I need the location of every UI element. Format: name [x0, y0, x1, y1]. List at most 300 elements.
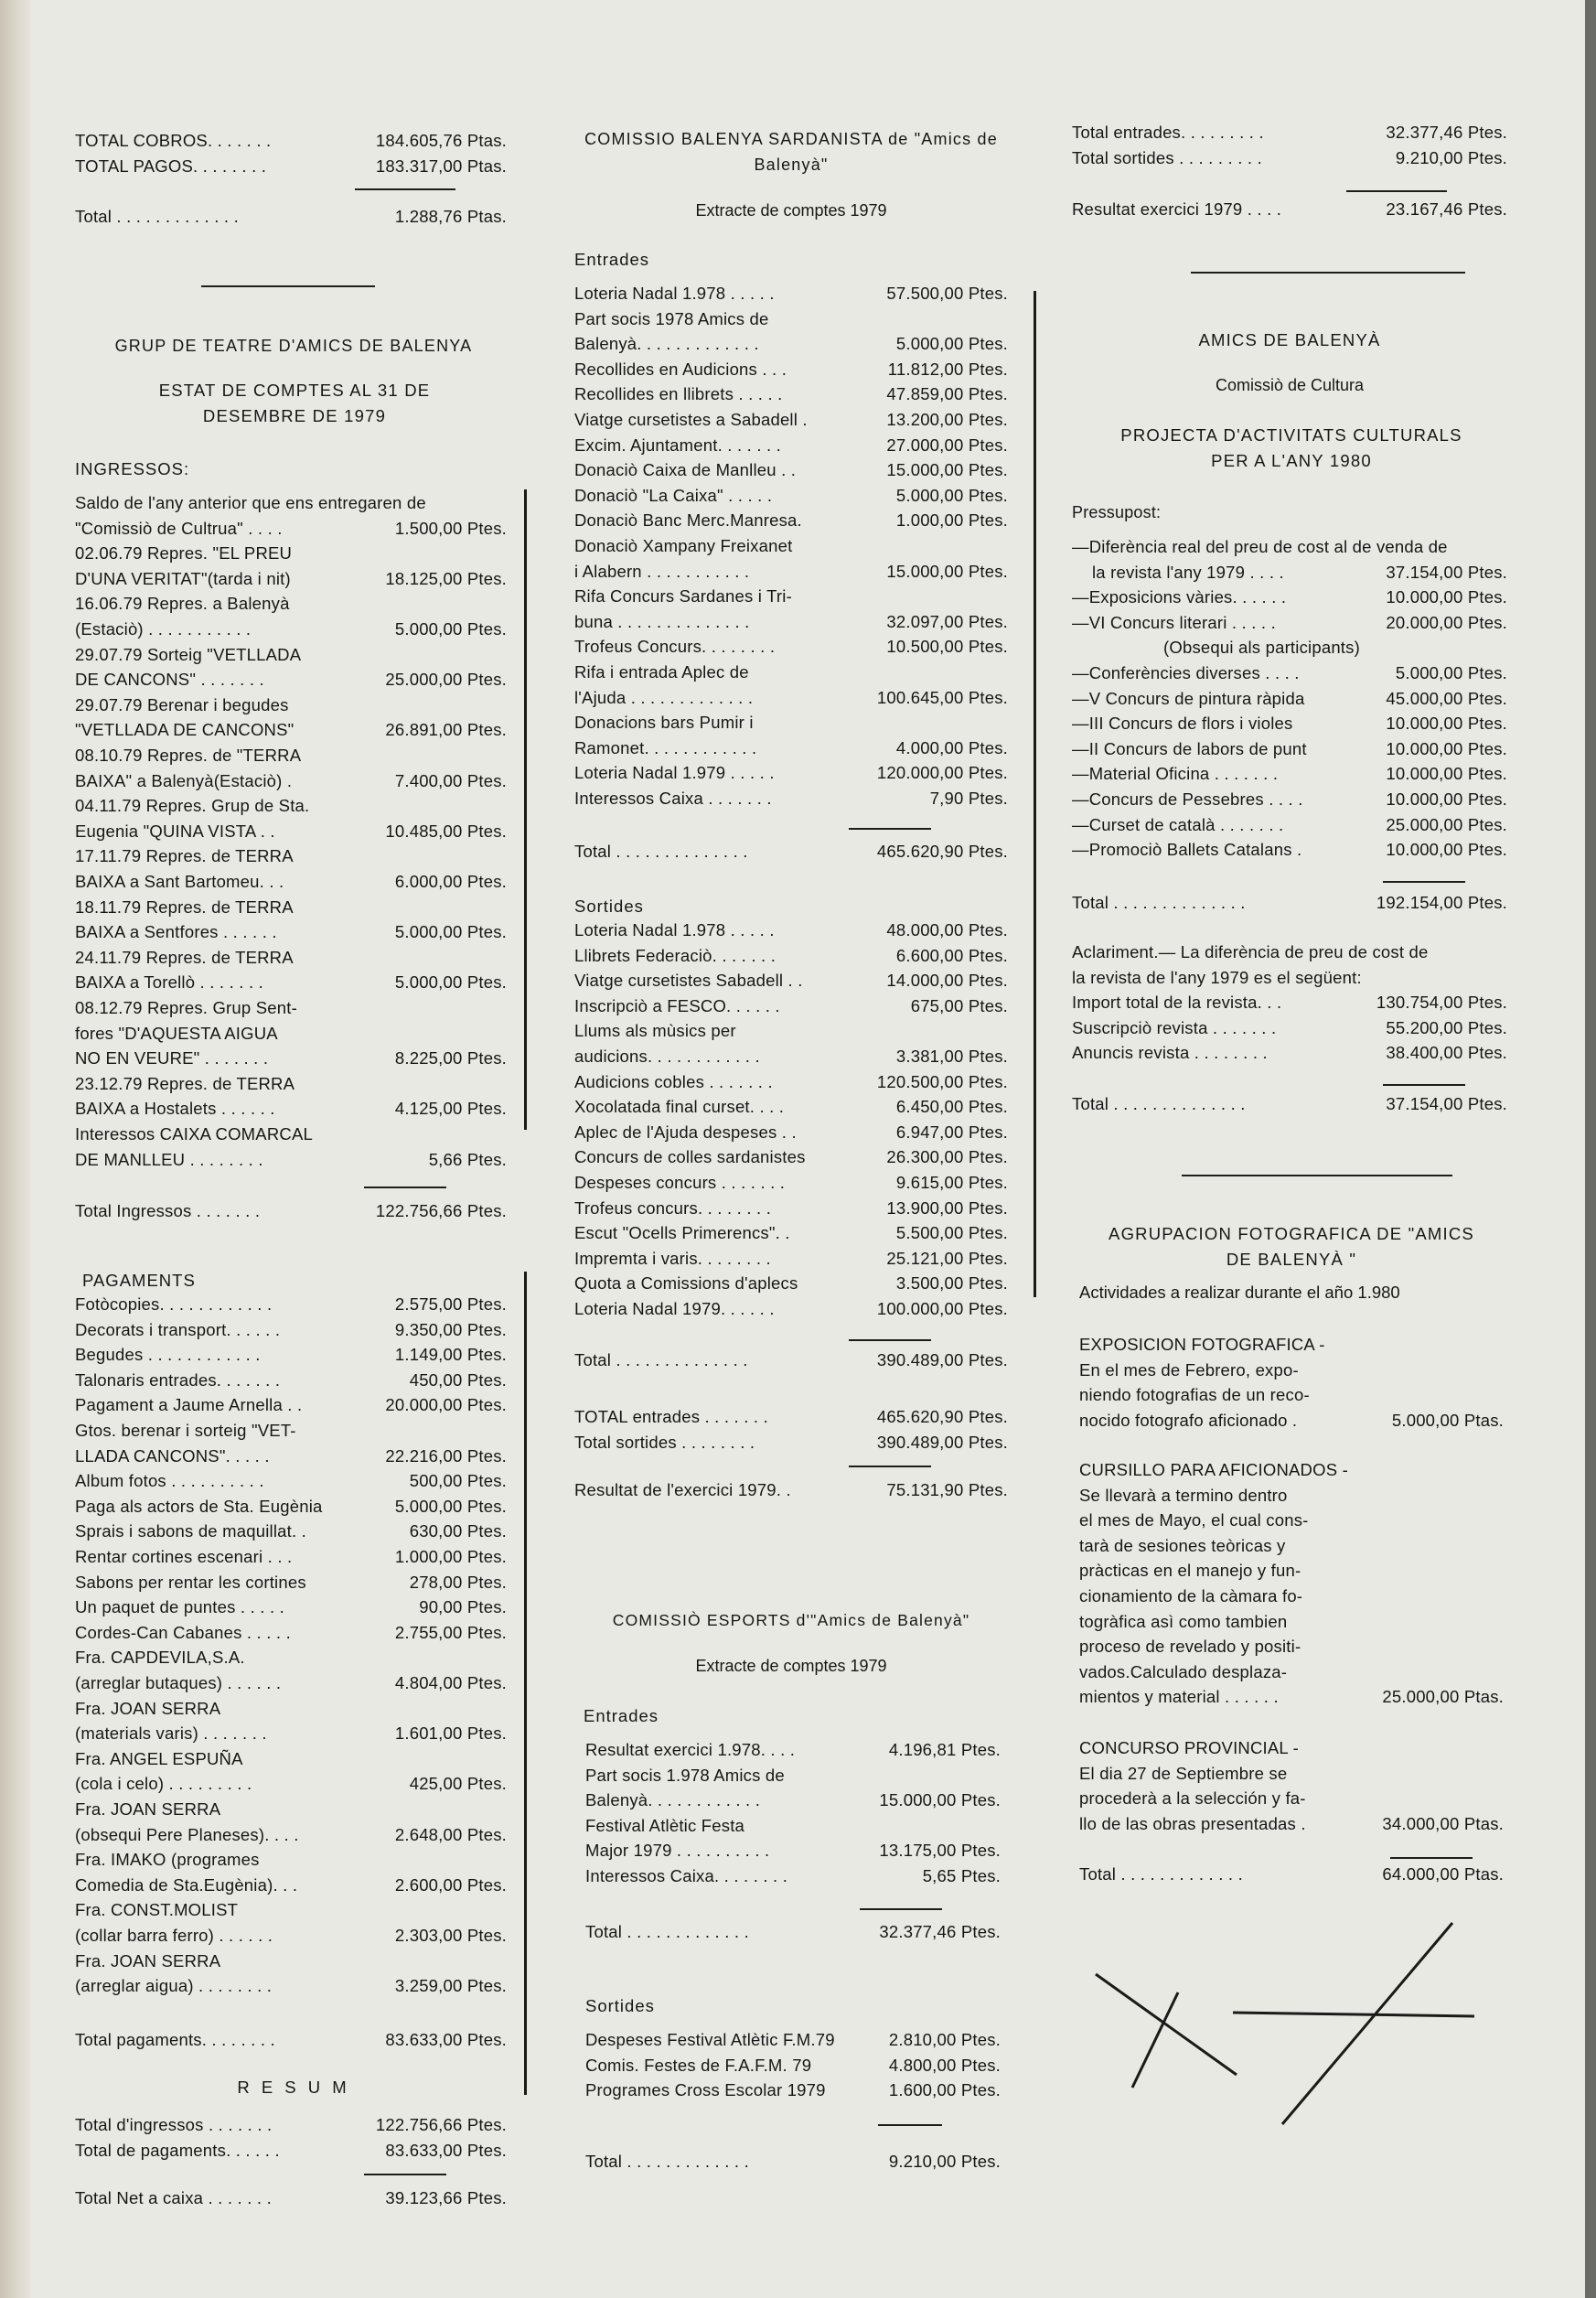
- row-amount: 5.000,00 Ptes.: [1395, 663, 1507, 682]
- row-amount: 9.210,00 Ptes.: [888, 2152, 1001, 2171]
- row-amount: 4.196,81 Ptes.: [888, 1740, 1001, 1759]
- row-amount: 15.000,00 Ptes.: [886, 561, 1008, 581]
- row-label: D'UNA VERITAT"(tarda i nit): [75, 568, 291, 588]
- column-divider-1b: [524, 1272, 527, 2095]
- row-label: vados.Calculado desplaza-: [1079, 1661, 1288, 1681]
- row-label: —II Concurs de labors de punt: [1072, 738, 1307, 758]
- pagaments-row: [75, 1293, 512, 1316]
- cursillo-row: [1079, 1660, 1504, 1684]
- row-label: 08.10.79 Repres. de "TERRA: [75, 746, 302, 765]
- esports-total-entrades-row: [585, 1920, 1001, 1944]
- ingressos-row: [75, 617, 512, 641]
- row-label: Fra. JOAN SERRA: [75, 1698, 221, 1718]
- row-label: "VETLLADA DE CANCONS": [75, 720, 295, 740]
- row-label: (Estaciò) . . . . . . . . . . .: [75, 619, 252, 639]
- ingressos-rule: [364, 1187, 446, 1188]
- row-amount: 4.000,00 Ptes.: [895, 737, 1008, 757]
- row-amount: 22.216,00 Ptes.: [385, 1445, 507, 1466]
- row-amount: 18.125,00 Ptes.: [385, 568, 507, 588]
- teatre-title: GRUP DE TEATRE D'AMICS DE BALENYA: [114, 337, 473, 355]
- row-label: Fra. ANGEL ESPUÑA: [75, 1748, 243, 1768]
- row-amount: 5.000,00 Ptes.: [394, 1496, 507, 1516]
- column-divider-1: [524, 489, 527, 1130]
- row-amount: 13.175,00 Ptes.: [879, 1841, 1001, 1861]
- row-label: (Obsequi als participants): [1163, 638, 1360, 658]
- row-label: BAIXA" a Balenyà(Estaciò) .: [75, 770, 293, 790]
- row-label: —Exposicions vàries. . . . . .: [1072, 587, 1287, 607]
- esports-sortides-row: [585, 2078, 1001, 2102]
- esports-entrades-row: [585, 1839, 1001, 1863]
- row-amount: 500,00 Ptes.: [409, 1471, 507, 1491]
- row-amount: 27.000,00 Ptes.: [886, 435, 1008, 455]
- ingressos-row: [75, 1097, 512, 1121]
- row-label: proceso de revelado y positi-: [1079, 1637, 1301, 1657]
- pagaments-row: [75, 1874, 512, 1897]
- row-amount: 192.154,00 Ptes.: [1376, 893, 1507, 912]
- pagaments-row: [75, 1949, 512, 1973]
- row-amount: 10.000,00 Ptes.: [1386, 840, 1507, 860]
- row-amount: 5.000,00 Ptes.: [895, 485, 1008, 505]
- row-label: Inscripciò a FESCO. . . . . .: [574, 995, 780, 1015]
- row-label: Recollides en Audicions . . .: [574, 359, 787, 379]
- row-label: TOTAL entrades . . . . . . .: [574, 1407, 768, 1426]
- row-label: Total entrades. . . . . . . . .: [1072, 123, 1264, 142]
- row-label: Llibrets Federaciò. . . . . . .: [574, 945, 777, 965]
- row-amount: 25.000,00 Ptes.: [385, 670, 507, 690]
- row-label: Total . . . . . . . . . . . . .: [585, 2152, 749, 2171]
- row-label: (cola i celo) . . . . . . . . .: [75, 1774, 252, 1794]
- row-label: Total . . . . . . . . . . . . . .: [1072, 1094, 1246, 1113]
- row-amount: 278,00 Ptes.: [409, 1572, 507, 1592]
- ingressos-row: [75, 769, 512, 793]
- row-amount: 32.097,00 Ptes.: [886, 611, 1008, 631]
- row-label: —VI Concurs literari . . . . .: [1072, 612, 1276, 632]
- row-label: Total de pagaments. . . . . .: [75, 2141, 280, 2160]
- row-label: —Curset de català . . . . . . .: [1072, 814, 1284, 834]
- esports-sortides-heading: Sortides: [585, 1996, 655, 2015]
- page-right-edge: [1585, 0, 1596, 2298]
- row-amount: 5.000,00 Ptes.: [394, 972, 507, 993]
- row-amount: 1.601,00 Ptes.: [394, 1724, 507, 1744]
- row-label: —Conferències diverses . . . .: [1072, 663, 1300, 682]
- row-label: la revista l'any 1979 . . . .: [1092, 562, 1284, 582]
- cursillo-row: [1079, 1509, 1504, 1532]
- pagaments-row: [75, 1595, 512, 1619]
- row-amount: 122.756,66 Ptes.: [375, 2115, 507, 2134]
- row-label: Comedia de Sta.Eugènia). . .: [75, 1874, 298, 1895]
- row-amount: 34.000,00 Ptas.: [1382, 1813, 1504, 1833]
- row-amount: 100.645,00 Ptes.: [876, 687, 1008, 707]
- row-amount: 10.000,00 Ptes.: [1386, 764, 1507, 784]
- row-amount: 90,00 Ptes.: [419, 1597, 507, 1617]
- row-amount: 9.210,00 Ptes.: [1395, 148, 1507, 167]
- resum-row: [75, 2139, 512, 2163]
- row-label: BAIXA a Torellò . . . . . . .: [75, 972, 263, 993]
- row-amount: 3.381,00 Ptes.: [895, 1047, 1008, 1066]
- row-amount: 45.000,00 Ptes.: [1386, 688, 1507, 708]
- row-label: Viatge cursetistes Sabadell . .: [574, 971, 803, 991]
- esports-sortides-rule: [878, 2124, 942, 2126]
- row-label: Fra. IMAKO (programes: [75, 1850, 260, 1870]
- row-amount: 10.485,00 Ptes.: [385, 821, 507, 841]
- row-label: cionamiento de la càmara fo-: [1079, 1586, 1303, 1605]
- pagaments-row: [75, 1898, 512, 1922]
- row-amount: 13.200,00 Ptes.: [886, 410, 1008, 429]
- row-label: El dia 27 de Septiembre se: [1079, 1763, 1288, 1783]
- row-label: DE MANLLEU . . . . . . . .: [75, 1149, 263, 1169]
- pagaments-row: [75, 1772, 512, 1796]
- row-amount: 9.615,00 Ptes.: [895, 1173, 1008, 1192]
- row-label: Se llevarà a termino dentro: [1079, 1485, 1288, 1505]
- row-label: i Alabern . . . . . . . . . . .: [574, 561, 750, 581]
- row-amount: 465.620,90 Ptes.: [876, 842, 1008, 861]
- row-label: TOTAL PAGOS. . . . . . . .: [75, 156, 267, 176]
- row-label: la revista de l'any 1979 es el següent:: [1072, 967, 1362, 987]
- row-label: Total . . . . . . . . . . . . .: [1079, 1864, 1243, 1884]
- pagaments-row: [75, 1646, 512, 1670]
- row-amount: 5.000,00 Ptes.: [895, 334, 1008, 354]
- pagaments-row: [75, 1571, 512, 1595]
- row-amount: 15.000,00 Ptes.: [879, 1790, 1001, 1810]
- row-label: NO EN VEURE" . . . . . . .: [75, 1048, 269, 1068]
- foto-total-row: [1079, 1863, 1504, 1886]
- row-label: Resultat exercici 1.978. . . .: [585, 1740, 796, 1759]
- total-pagaments-row: [75, 2028, 512, 2052]
- row-label: Gtos. berenar i sorteig "VET-: [75, 1421, 296, 1440]
- exposicion-row: [1079, 1333, 1504, 1357]
- esports-entrades-rule: [860, 1908, 942, 1910]
- row-label: pràcticas en el manejo y fun-: [1079, 1561, 1301, 1581]
- row-amount: 8.225,00 Ptes.: [394, 1048, 507, 1068]
- pagaments-row: [75, 1697, 512, 1721]
- row-amount: 2.648,00 Ptes.: [394, 1824, 507, 1844]
- row-label: llo de las obras presentadas .: [1079, 1813, 1306, 1833]
- sardanista-subtitle: Extracte de comptes 1979: [695, 201, 887, 220]
- row-label: Total . . . . . . . . . . . . . .: [574, 842, 748, 861]
- row-amount: 1.000,00 Ptes.: [394, 1547, 507, 1566]
- row-amount: 10.000,00 Ptes.: [1386, 738, 1507, 758]
- exposicion-row: [1079, 1409, 1504, 1433]
- pagaments-row: [75, 1848, 512, 1872]
- total-net-row: [75, 2186, 512, 2210]
- row-amount: 5.000,00 Ptes.: [394, 619, 507, 639]
- row-label: Pagament a Jaume Arnella . .: [75, 1395, 303, 1415]
- row-label: Escut "Ocells Primerencs". .: [574, 1223, 790, 1243]
- row-label: buna . . . . . . . . . . . . . .: [574, 611, 750, 631]
- row-amount: 47.859,00 Ptes.: [886, 384, 1008, 404]
- row-label: Loteria Nadal 1.978 . . . . .: [574, 920, 775, 940]
- row-amount: 425,00 Ptes.: [409, 1774, 507, 1794]
- row-label: Interessos CAIXA COMARCAL: [75, 1124, 313, 1144]
- row-label: Resultat de l'exercici 1979. .: [574, 1480, 791, 1499]
- row-amount: 5,65 Ptes.: [922, 1866, 1001, 1885]
- ingressos-row: [75, 643, 512, 667]
- ingressos-heading: INGRESSOS:: [75, 459, 190, 478]
- pagaments-row: [75, 1369, 512, 1392]
- row-label: 23.12.79 Repres. de TERRA: [75, 1073, 295, 1093]
- row-amount: 6.450,00 Ptes.: [895, 1097, 1008, 1117]
- row-amount: 64.000,00 Ptas.: [1382, 1864, 1504, 1884]
- summary-row: [75, 155, 512, 178]
- row-amount: 4.804,00 Ptes.: [394, 1673, 507, 1692]
- row-label: Total . . . . . . . . . . . . .: [585, 1922, 749, 1941]
- ingressos-row: [75, 567, 512, 591]
- esports-table: [585, 0, 1001, 2298]
- row-label: Total sortides . . . . . . . . .: [1072, 148, 1262, 167]
- pagaments-row: [75, 1798, 512, 1821]
- cursillo-row: [1079, 1610, 1504, 1634]
- row-label: togràfica asì como tambien: [1079, 1611, 1288, 1631]
- column-divider-2: [1034, 291, 1036, 1297]
- row-label: —Diferència real del preu de cost al de venda de: [1072, 537, 1448, 556]
- row-label: BAIXA a Hostalets . . . . . .: [75, 1099, 275, 1119]
- row-amount: 83.633,00 Ptes.: [385, 2030, 507, 2049]
- ingressos-row: [75, 971, 512, 994]
- row-amount: 6.947,00 Ptes.: [895, 1122, 1008, 1142]
- page-binding-edge: [0, 0, 31, 2298]
- row-amount: 6.000,00 Ptes.: [394, 872, 507, 891]
- row-label: procederà a la selección y fa-: [1079, 1788, 1306, 1809]
- row-label: Total sortides . . . . . . . .: [574, 1433, 755, 1452]
- row-label: Eugenia "QUINA VISTA . .: [75, 821, 275, 841]
- row-label: 29.07.79 Berenar i begudes: [75, 694, 289, 714]
- ingressos-row: [75, 1047, 512, 1070]
- row-label: BAIXA a Sentfores . . . . . .: [75, 922, 277, 942]
- row-label: audicions. . . . . . . . . . . .: [574, 1047, 760, 1066]
- row-label: Despeses concurs . . . . . . .: [574, 1173, 786, 1192]
- row-amount: 465.620,90 Ptes.: [876, 1407, 1008, 1426]
- row-label: Trofeus Concurs. . . . . . . .: [574, 637, 776, 657]
- row-label: LLADA CANCONS". . . . .: [75, 1445, 270, 1466]
- row-label: 24.11.79 Repres. de TERRA: [75, 947, 294, 967]
- section-separator: [201, 285, 375, 287]
- row-label: Interessos Caixa . . . . . . .: [574, 789, 772, 808]
- row-amount: 20.000,00 Ptes.: [1386, 612, 1507, 632]
- concurso-row: [1079, 1787, 1504, 1810]
- cursillo-row: [1079, 1458, 1504, 1482]
- row-amount: 4.125,00 Ptes.: [394, 1099, 507, 1119]
- cursillo-row: [1079, 1635, 1504, 1659]
- exposicion-row: [1079, 1358, 1504, 1382]
- ingressos-row: [75, 668, 512, 692]
- row-amount: 122.756,66 Ptes.: [375, 1201, 507, 1220]
- row-label: Programes Cross Escolar 1979: [585, 2080, 826, 2100]
- ingressos-row: [75, 870, 512, 894]
- pagaments-row: [75, 1974, 512, 1998]
- row-label: Recollides en llibrets . . . . .: [574, 384, 783, 404]
- pagaments-row: [75, 1318, 512, 1342]
- summary-rule: [355, 188, 455, 190]
- cross-out-marks: [1079, 1912, 1537, 2141]
- row-amount: 4.800,00 Ptes.: [888, 2055, 1001, 2075]
- row-amount: 5.500,00 Ptes.: [895, 1223, 1008, 1243]
- row-label: Decorats i transport. . . . . .: [75, 1319, 281, 1339]
- row-label: Interessos Caixa. . . . . . . .: [585, 1866, 788, 1885]
- row-amount: 11.812,00 Ptes.: [887, 359, 1008, 379]
- row-amount: 120.500,00 Ptes.: [876, 1071, 1008, 1091]
- cross-stroke-c: [1282, 1923, 1452, 2124]
- resum-rule: [364, 2174, 446, 2175]
- row-label: Rifa Concurs Sardanes i Tri-: [574, 586, 792, 607]
- row-label: l'Ajuda . . . . . . . . . . . . .: [574, 687, 754, 707]
- sardanista-title: COMISSIO BALENYA SARDANISTA de "Amics de Balenyà": [584, 130, 998, 174]
- ingressos-row: [75, 820, 512, 843]
- row-label: Despeses Festival Atlètic F.M.79: [585, 2030, 835, 2049]
- row-label: 18.11.79 Repres. de TERRA: [75, 897, 294, 917]
- resum-row: [75, 2113, 512, 2137]
- row-amount: 23.167,46 Ptes.: [1386, 199, 1507, 219]
- row-amount: 120.000,00 Ptes.: [876, 763, 1008, 783]
- row-label: Saldo de l'any anterior que ens entregaren de: [75, 493, 426, 512]
- ingressos-row: [75, 896, 512, 919]
- row-amount: 184.605,76 Ptas.: [375, 131, 507, 150]
- row-amount: 5.000,00 Ptes.: [394, 922, 507, 942]
- row-amount: 20.000,00 Ptes.: [385, 1395, 507, 1415]
- row-amount: 26.300,00 Ptes.: [886, 1147, 1008, 1167]
- ingressos-row: [75, 718, 512, 742]
- row-amount: 1.500,00 Ptes.: [394, 518, 507, 538]
- row-amount: 83.633,00 Ptes.: [385, 2141, 507, 2160]
- pagaments-row: [75, 1393, 512, 1417]
- total-ingressos-row: [75, 1199, 512, 1223]
- row-label: Part socis 1.978 Amics de: [585, 1765, 785, 1785]
- amics-title: AMICS DE BALENYÀ: [1198, 330, 1381, 349]
- row-label: 08.12.79 Repres. Grup Sent-: [75, 998, 297, 1017]
- row-amount: 7.400,00 Ptes.: [394, 770, 507, 790]
- row-label: Ramonet. . . . . . . . . . . .: [574, 737, 757, 757]
- row-label: Total Ingressos . . . . . . .: [75, 1201, 261, 1220]
- row-amount: 10.000,00 Ptes.: [1386, 789, 1507, 809]
- esports-subtitle: Extracte de comptes 1979: [695, 1657, 887, 1675]
- row-label: En el mes de Febrero, expo-: [1079, 1359, 1299, 1380]
- row-label: CONCURSO PROVINCIAL -: [1079, 1738, 1299, 1757]
- row-amount: 2.600,00 Ptes.: [394, 1874, 507, 1895]
- pagaments-row: [75, 1519, 512, 1543]
- row-amount: 2.755,00 Ptes.: [394, 1622, 507, 1642]
- row-amount: 100.000,00 Ptes.: [876, 1299, 1008, 1318]
- esports-entrades-heading: Entrades: [584, 1706, 659, 1725]
- row-label: Rentar cortines escenari . . .: [75, 1547, 293, 1566]
- row-label: (arreglar butaques) . . . . . .: [75, 1673, 282, 1692]
- cursillo-row: [1079, 1584, 1504, 1608]
- ingressos-row: [75, 844, 512, 868]
- row-amount: 390.489,00 Ptes.: [876, 1433, 1008, 1452]
- row-label: Fra. JOAN SERRA: [75, 1950, 221, 1970]
- row-label: —V Concurs de pintura ràpida: [1072, 688, 1305, 708]
- ingressos-row: [75, 1072, 512, 1096]
- row-label: Album fotos . . . . . . . . . .: [75, 1471, 264, 1491]
- row-label: Llums als mùsics per: [574, 1021, 736, 1041]
- agrupacion-title: AGRUPACION FOTOGRAFICA DE "AMICS DE BALENYÀ ": [1109, 1224, 1474, 1269]
- foto-rule: [1390, 1857, 1473, 1859]
- row-amount: 57.500,00 Ptes.: [886, 284, 1008, 303]
- row-label: Rifa i entrada Aplec de: [574, 662, 749, 682]
- summary-total-row: [75, 205, 512, 229]
- pagaments-row: [75, 1722, 512, 1745]
- ingressos-row: [75, 946, 512, 970]
- ingressos-row: [75, 1122, 512, 1146]
- pagaments-row: [75, 1747, 512, 1771]
- row-label: Loteria Nadal 1979. . . . . .: [574, 1299, 775, 1318]
- row-label: Sprais i sabons de maquillat. .: [75, 1521, 306, 1541]
- resum-heading: R E S U M: [237, 2078, 350, 2097]
- concurso-row: [1079, 1812, 1504, 1836]
- row-amount: 630,00 Ptes.: [409, 1521, 507, 1541]
- row-amount: 75.131,90 Ptes.: [886, 1480, 1008, 1499]
- ingressos-row: [75, 542, 512, 565]
- row-label: Quota a Comissions d'aplecs: [574, 1273, 798, 1294]
- row-label: EXPOSICION FOTOGRAFICA -: [1079, 1335, 1325, 1354]
- row-amount: 10.500,00 Ptes.: [886, 637, 1008, 657]
- row-label: Festival Atlètic Festa: [585, 1815, 745, 1835]
- row-label: 17.11.79 Repres. de TERRA: [75, 846, 294, 866]
- row-amount: 25.121,00 Ptes.: [886, 1248, 1008, 1268]
- estat-title: ESTAT DE COMPTES AL 31 DE DESEMBRE DE 1979: [158, 381, 431, 425]
- pagaments-row: [75, 1343, 512, 1367]
- pagaments-row: [75, 1469, 512, 1493]
- concurso-row: [1079, 1762, 1504, 1786]
- row-label: Sabons per rentar les cortines: [75, 1572, 306, 1592]
- row-label: Balenyà. . . . . . . . . . . . .: [574, 334, 759, 354]
- row-label: Donaciò Banc Merc.Manresa.: [574, 510, 802, 531]
- row-amount: 1.600,00 Ptes.: [888, 2080, 1001, 2100]
- row-amount: 25.000,00 Ptes.: [1386, 814, 1507, 834]
- cursillo-row: [1079, 1534, 1504, 1558]
- pagaments-row: [75, 1419, 512, 1443]
- row-amount: 10.000,00 Ptes.: [1386, 714, 1507, 734]
- row-amount: 1.000,00 Ptes.: [895, 510, 1008, 531]
- row-label: Begudes . . . . . . . . . . . .: [75, 1345, 261, 1365]
- projecta-title: PROJECTA D'ACTIVITATS CULTURALS PER A L'ANY 1980: [1120, 425, 1462, 470]
- row-label: "Comissiò de Cultrua" . . . .: [75, 518, 283, 538]
- cursillo-row: [1079, 1484, 1504, 1508]
- entrades-heading: Entrades: [574, 250, 650, 269]
- row-label: Fra. CONST.MOLIST: [75, 1900, 239, 1920]
- pagaments-row: [75, 1924, 512, 1948]
- row-amount: 1.288,76 Ptas.: [394, 207, 507, 226]
- row-label: —Concurs de Pessebres . . . .: [1072, 789, 1303, 809]
- row-label: Donaciò Caixa de Manlleu . .: [574, 460, 797, 480]
- row-amount: 32.377,46 Ptes.: [879, 1922, 1001, 1941]
- row-amount: 3.500,00 Ptes.: [895, 1273, 1008, 1294]
- row-label: Suscripciò revista . . . . . . .: [1072, 1017, 1277, 1037]
- row-label: (materials varis) . . . . . . .: [75, 1724, 267, 1744]
- esports-sortides-row: [585, 2054, 1001, 2078]
- row-amount: 55.200,00 Ptes.: [1386, 1017, 1507, 1037]
- row-label: (arreglar aigua) . . . . . . . .: [75, 1976, 273, 1996]
- concurso-row: [1079, 1736, 1504, 1760]
- row-label: Donaciò Xampany Freixanet: [574, 536, 793, 555]
- row-label: Total . . . . . . . . . . . . . .: [1072, 893, 1246, 912]
- pagaments-row: [75, 1671, 512, 1695]
- row-label: Audicions cobles . . . . . . .: [574, 1071, 773, 1091]
- pagaments-row: [75, 1621, 512, 1645]
- row-label: Xocolatada final curset. . . .: [574, 1097, 785, 1117]
- row-label: (collar barra ferro) . . . . . .: [75, 1926, 273, 1945]
- row-label: Total . . . . . . . . . . . . . .: [574, 1350, 748, 1369]
- row-label: 29.07.79 Sorteig "VETLLADA: [75, 644, 302, 664]
- row-label: Concurs de colles sardanistes: [574, 1147, 806, 1167]
- row-amount: 48.000,00 Ptes.: [886, 920, 1008, 940]
- pagaments-row: [75, 1545, 512, 1569]
- pagaments-row: [75, 1444, 512, 1468]
- row-label: el mes de Mayo, el cual cons-: [1079, 1510, 1309, 1530]
- row-label: Total Net a caixa . . . . . . .: [75, 2188, 272, 2207]
- row-label: Talonaris entrades. . . . . . .: [75, 1369, 281, 1390]
- row-amount: 130.754,00 Ptes.: [1376, 993, 1507, 1013]
- row-amount: 183.317,00 Ptas.: [375, 156, 507, 176]
- row-label: Loteria Nadal 1.978 . . . . .: [574, 284, 775, 303]
